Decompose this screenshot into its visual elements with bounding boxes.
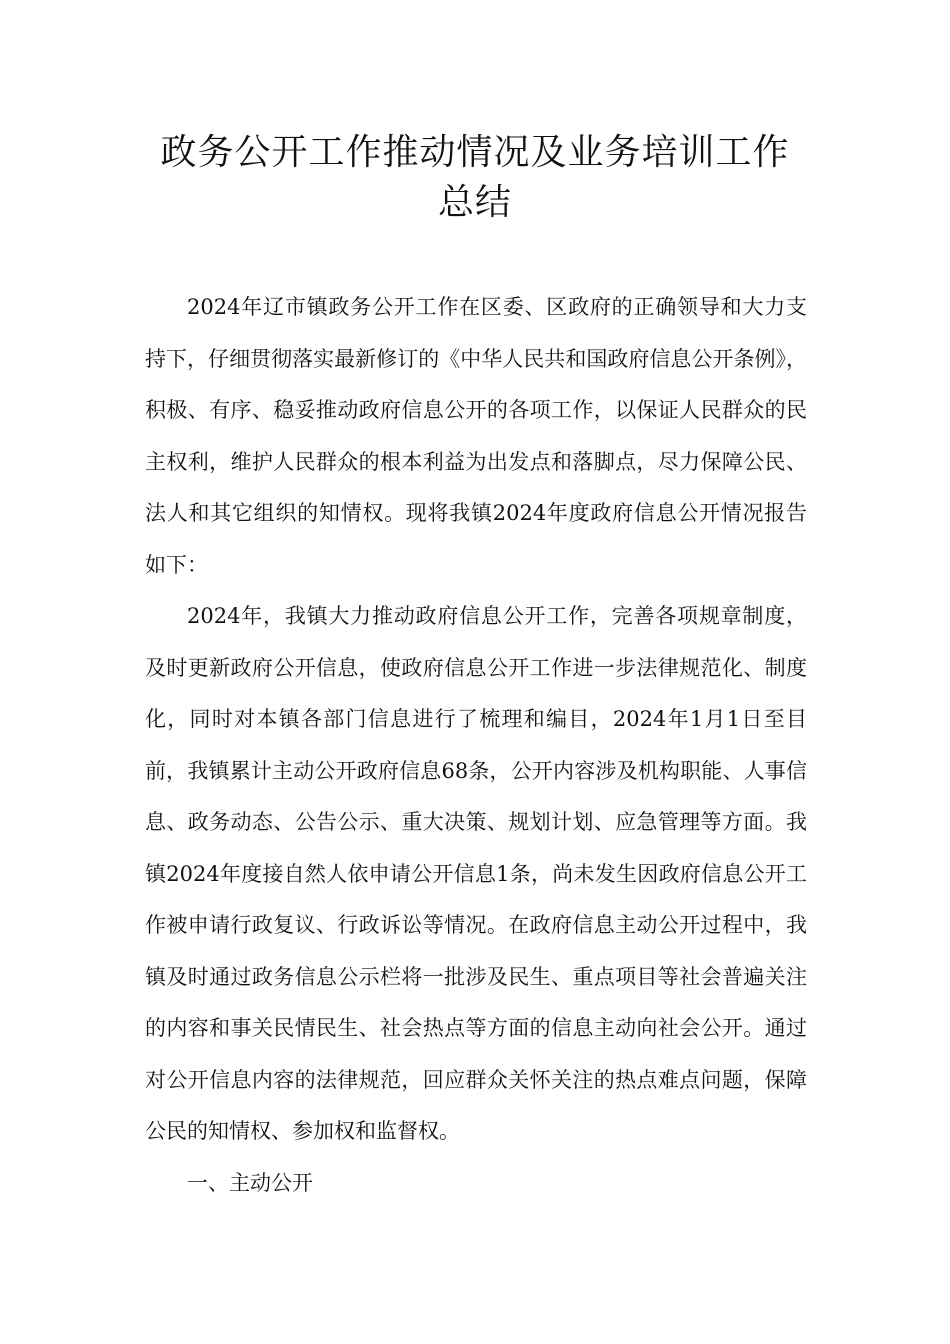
paragraph-intro: 2024年辽市镇政务公开工作在区委、区政府的正确领导和大力支持下，仔细贯彻落实最新修订的《中华人民共和国政府信息公开条例》，积极、有序、稳妥推动政府信息公开的各项工作，以保证人民群众的民主权利，维护人民群众的根本利益为出发点和落脚点，尽力保障公民、法人和其它组织的知情权。现将我镇2024年度政府信息公开情况报告如下： xyxy=(145,295,807,577)
section-heading: 一、主动公开 xyxy=(187,1170,313,1195)
paragraph-summary: 2024年，我镇大力推动政府信息公开工作，完善各项规章制度，及时更新政府公开信息，使政府信息公开工作进一步法律规范化、制度化，同时对本镇各部门信息进行了梳理和编目，2024年1月1日至目前，我镇累计主动公开政府信息68条，公开内容涉及机构职能、人事信息、政务动态、公告公示、重大决策、规划计划、应急管理等方面。我镇2024年度接自然人依申请公开信息1条，尚未发生因政府信息公开工作被申请行政复议、行政诉讼等情况。在政府信息主动公开过程中，我镇及时通过政务信息公示栏将一批涉及民生、重点项目等社会普遍关注的内容和事关民情民生、社会热点等方面的信息主动向社会公开。通过对公开信息内容的法律规范，回应群众关怀关注的热点难点问题，保障公民的知情权、参加权和监督权。 xyxy=(145,604,807,1143)
title-line-2: 总结 xyxy=(437,182,512,223)
document-title xyxy=(140,128,810,228)
document-body xyxy=(145,282,807,1209)
title-line-1: 政务公开工作推动情况及业务培训工作 xyxy=(160,132,790,173)
